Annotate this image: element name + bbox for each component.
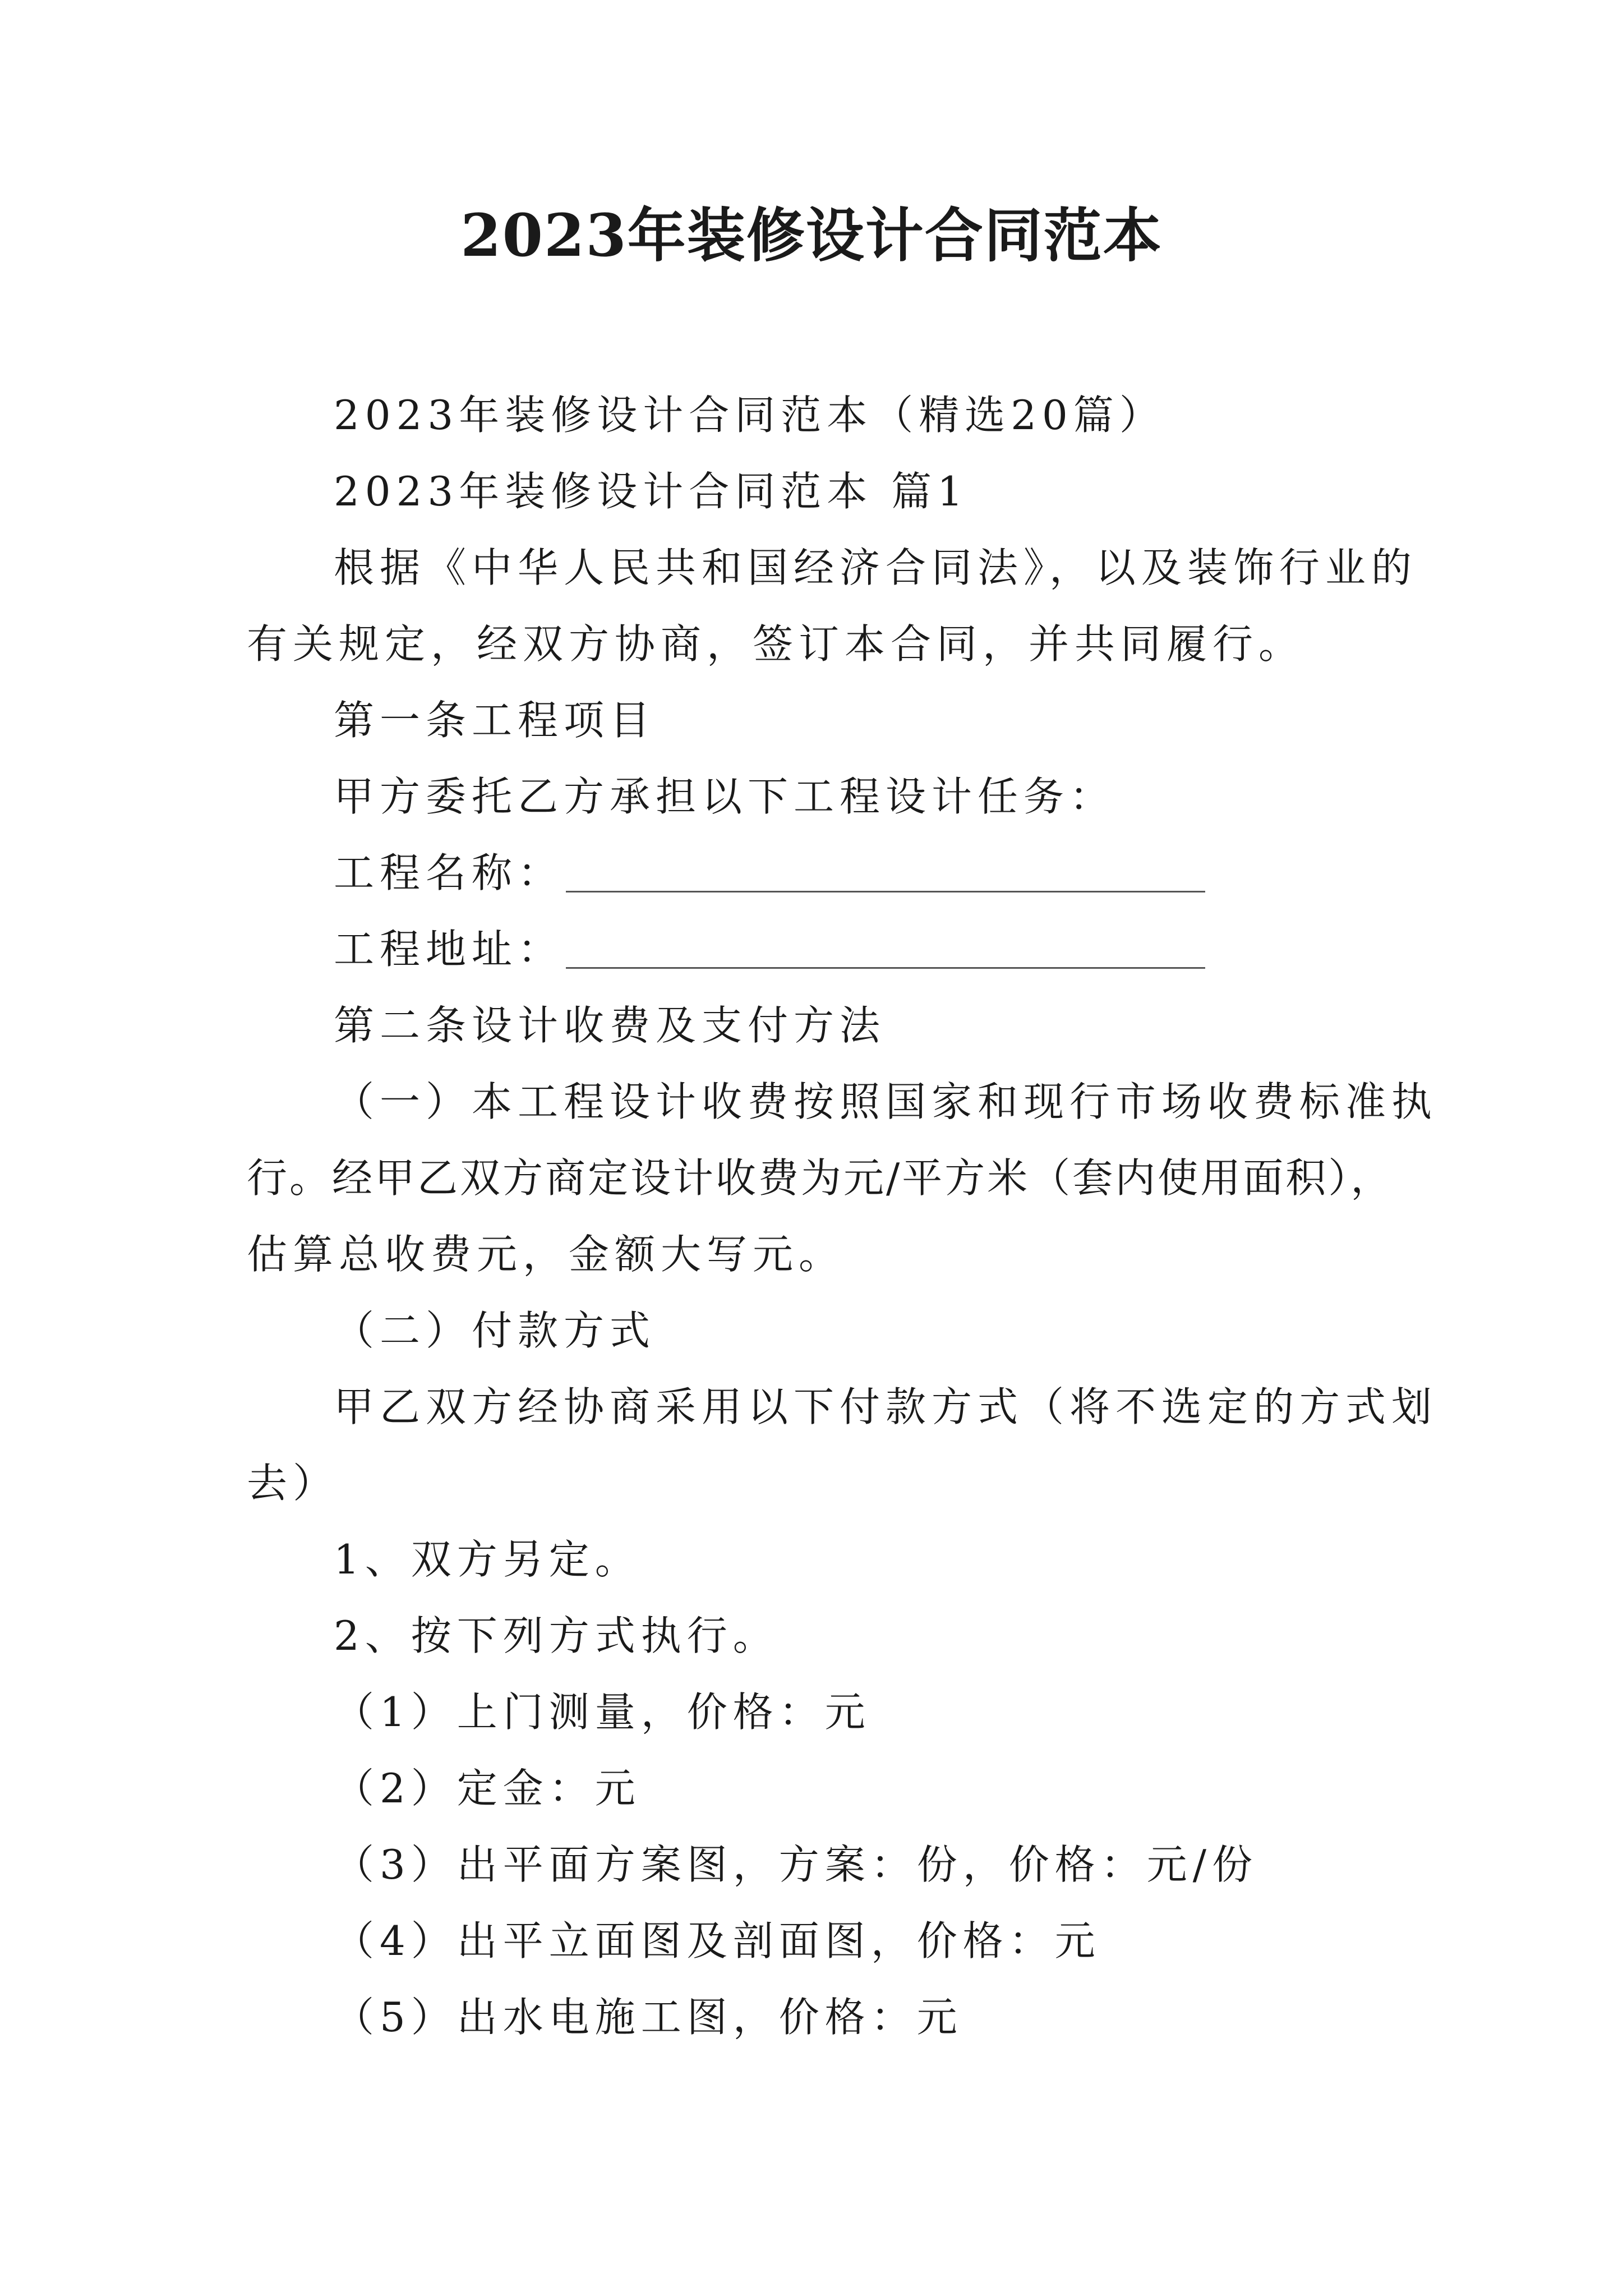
list-item: （5）出水电施工图，价格：元	[334, 1994, 963, 2041]
paragraph-line: 去）	[247, 1460, 339, 1507]
project-name-line	[334, 845, 1205, 901]
document-title: 2023年装修设计合同范本	[460, 201, 1163, 270]
project-address-blank	[566, 967, 1205, 969]
paragraph-line: 行。经甲乙双方商定设计收费为元/平方米（套内使用面积），	[247, 1154, 1394, 1202]
list-item: （1）上门测量，价格：元	[334, 1688, 871, 1736]
subtitle-line: 2023年装修设计合同范本（精选20篇）	[334, 392, 1165, 439]
paragraph-line: 估算总收费元，金额大写元。	[247, 1231, 845, 1278]
paragraph-line: 甲乙双方经协商采用以下付款方式（将不选定的方式划	[334, 1383, 1438, 1430]
clause-heading-line: 第二条设计收费及支付方法	[334, 1002, 886, 1049]
paragraph-line: 甲方委托乙方承担以下工程设计任务：	[334, 773, 1116, 820]
list-item: （4）出平立面图及剖面图，价格：元	[334, 1917, 1101, 1964]
list-item: （2）定金：元	[334, 1765, 641, 1812]
project-address-label: 工程地址：	[334, 926, 564, 973]
list-item: 2、按下列方式执行。	[334, 1612, 779, 1659]
project-name-blank	[566, 891, 1205, 892]
list-item: （3）出平面方案图，方案：份，价格：元/份	[334, 1841, 1258, 1888]
section-heading-line: 2023年装修设计合同范本 篇1	[334, 468, 969, 515]
sub-clause-heading-line: （二）付款方式	[334, 1307, 656, 1354]
paragraph-line: 根据《中华人民共和国经济合同法》，以及装饰行业的	[334, 544, 1418, 591]
project-address-line	[334, 921, 1205, 977]
list-item: 1、双方另定。	[334, 1536, 641, 1583]
paragraph-line: 有关规定，经双方协商，签订本合同，并共同履行。	[247, 620, 1305, 668]
paragraph-line: （一）本工程设计收费按照国家和现行市场收费标准执	[334, 1078, 1438, 1125]
project-name-label: 工程名称：	[334, 849, 564, 896]
clause-heading-line: 第一条工程项目	[334, 697, 656, 744]
